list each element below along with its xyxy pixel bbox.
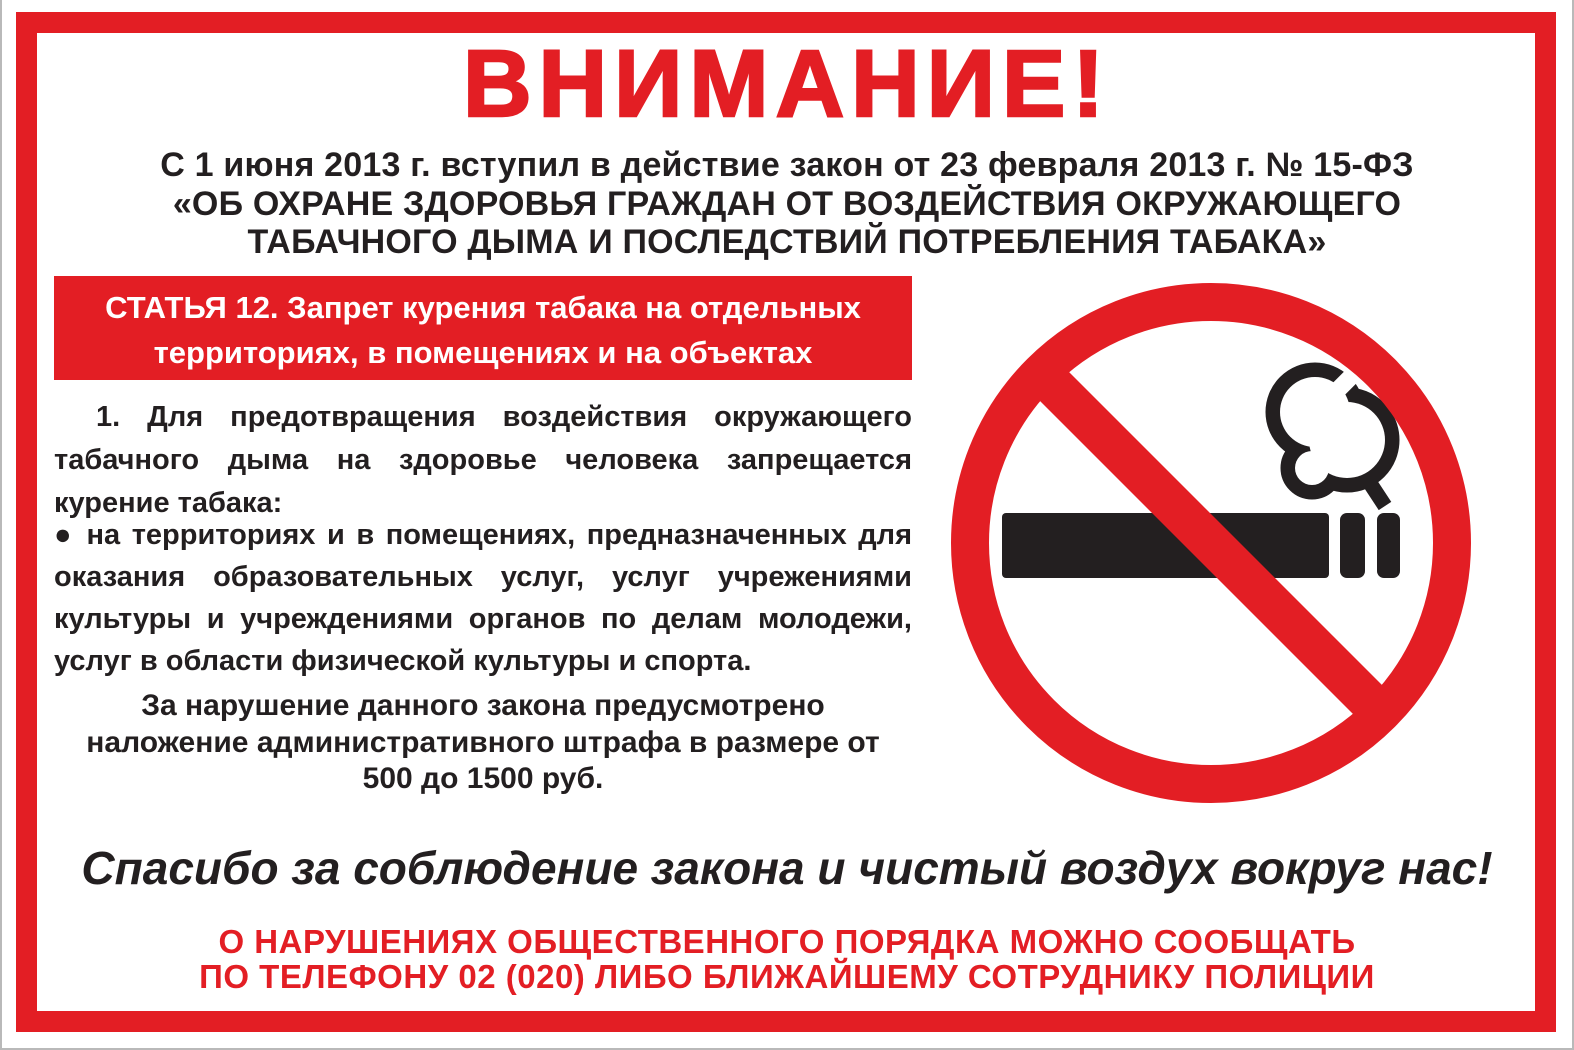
article-12-banner: СТАТЬЯ 12. Запрет курения табака на отдельных территориях, в помещениях и на объектах <box>54 276 912 380</box>
page-title: ВНИМАНИЕ! <box>462 31 1112 137</box>
report-footer: О НАРУШЕНИЯХ ОБЩЕСТВЕННОГО ПОРЯДКА МОЖНО СООБЩАТЬ ПО ТЕЛЕФОНУ 02 (020) ЛИБО БЛИЖАЙШЕМУ СОТРУДНИКУ ПОЛИЦИИ <box>199 923 1375 995</box>
no-smoking-icon <box>932 270 1492 830</box>
clause-paragraph: 1. Для предотвращения воздействия окружающего табачного дыма на здоровье человека запрещается курение табака: <box>54 401 912 519</box>
no-smoking-icon-svg <box>932 270 1492 830</box>
thanks-line: Спасибо за соблюдение закона и чистый воздух вокруг нас! <box>81 842 1493 894</box>
bullet-paragraph: ● на территориях и в помещениях, предназначенных для оказания образовательных услуг, услуг учрежениями культуры и учреждениями органов по делам молодежи, услуг в области физической культуры и спорта. <box>54 519 912 677</box>
law-intro-text: С 1 июня 2013 г. вступил в действие закон от 23 февраля 2013 г. № 15-ФЗ «ОБ ОХРАНЕ ЗДОРОВЬЯ ГРАЖДАН ОТ ВОЗДЕЙСТВИЯ ОКРУЖАЮЩЕГО ТАБАЧНОГО ДЫМА И ПОСЛЕДСТВИЙ ПОТРЕБЛЕНИЯ ТАБАКА» <box>160 146 1414 261</box>
penalty-paragraph: За нарушение данного закона предусмотрено наложение административного штрафа в размере от 500 до 1500 руб. <box>86 689 880 795</box>
